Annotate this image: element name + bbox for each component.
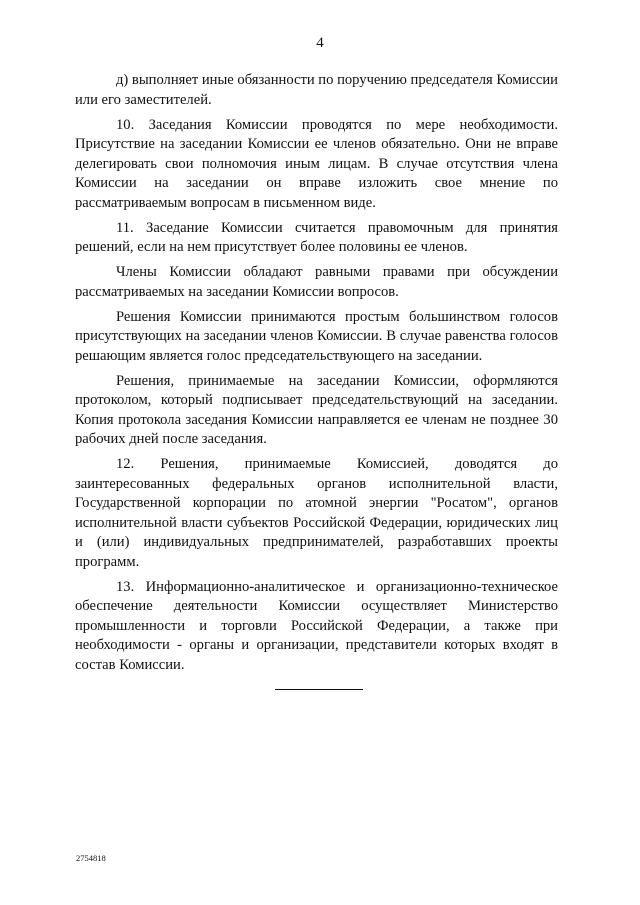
document-code: 2754818: [76, 853, 106, 863]
paragraph-clause-12: 12. Решения, принимаемые Комиссией, доводятся до заинтересованных федеральных органов исполнительной власти, Государственной корпорации по атомной энергии "Росатом", органов исполнительной власти субъектов Российской Федерации, юридических лиц и (или) индивидуальных предпринимателей, разработавших проекты программ.: [75, 456, 558, 570]
paragraph-majority-vote: Решения Комиссии принимаются простым большинством голосов присутствующих на заседании членов Комиссии. В случае равенства голосов решающим является голос председательствующего на заседании.: [75, 308, 558, 364]
paragraph-clause-11: 11. Заседание Комиссии считается правомочным для принятия решений, если на нем присутствует более половины ее членов.: [75, 219, 558, 255]
paragraph-item-d: д) выполняет иные обязанности по поручению председателя Комиссии или его заместителей.: [75, 72, 558, 108]
paragraph-members-rights: Члены Комиссии обладают равными правами при обсуждении рассматриваемых на заседании Комиссии вопросов.: [75, 264, 558, 300]
closing-divider: [275, 689, 363, 690]
page-number: 4: [316, 35, 324, 51]
paragraph-protocol: Решения, принимаемые на заседании Комиссии, оформляются протоколом, который подписывает председательствующий на заседании. Копия протокола заседания Комиссии направляется ее членам не позднее 30 рабочих дней после заседания.: [75, 372, 558, 447]
paragraph-clause-10: 10. Заседания Комиссии проводятся по мере необходимости. Присутствие на заседании Комиссии ее членов обязательно. Они не вправе делегировать свои полномочия иным лицам. В случае отсутствия члена Комиссии на заседании он вправе изложить свое мнение по рассматриваемым вопросам в письменном виде.: [75, 116, 558, 211]
document-body: [75, 71, 558, 681]
paragraph-clause-13: 13. Информационно-аналитическое и организационно-техническое обеспечение деятельности Комиссии осуществляет Министерство промышленности и торговли Российской Федерации, а также при необходимости - органы и организации, представители которых входят в состав Комиссии.: [75, 578, 558, 673]
